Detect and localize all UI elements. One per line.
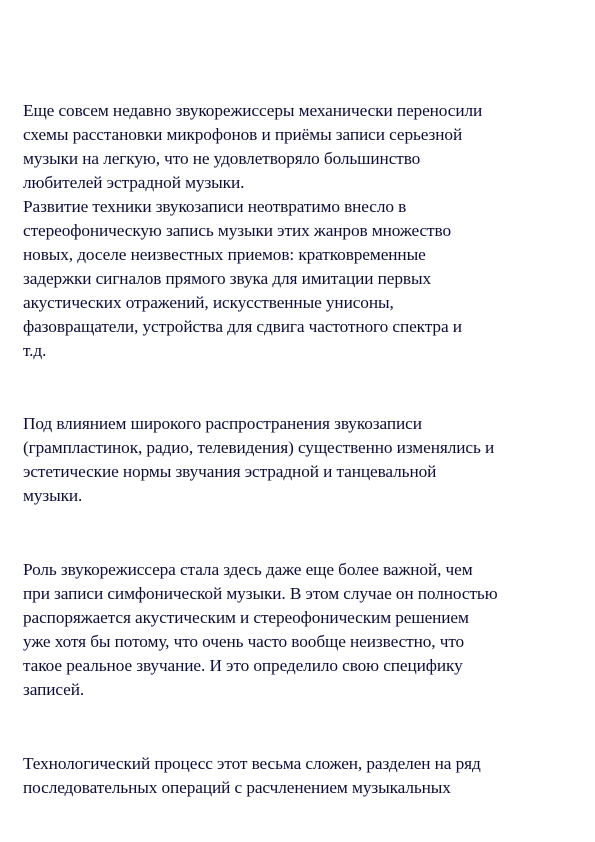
text-line: Технологический процесс этот весьма сложен, разделен на ряд <box>23 754 481 773</box>
text-line: последовательных операций с расчленением музыкальных <box>23 778 451 797</box>
text-line: записей. <box>23 680 85 699</box>
paragraph-3 <box>23 558 595 702</box>
text-line: стереофоническую запись музыки этих жанров множество <box>23 221 451 240</box>
text-line: акустических отражений, искусственные унисоны, <box>23 293 394 312</box>
text-line: фазовращатели, устройства для сдвига частотного спектра и <box>23 317 462 336</box>
text-line: любителей эстрадной музыки. <box>23 173 245 192</box>
paragraph-4 <box>23 752 595 800</box>
text-line: такое реальное звучание. И это определило свою специфику <box>23 656 463 675</box>
text-line: Развитие техники звукозаписи неотвратимо внесло в <box>23 197 407 216</box>
text-line: схемы расстановки микрофонов и приёмы записи серьезной <box>23 125 463 144</box>
text-line: т.д. <box>23 341 47 360</box>
text-line: Роль звукорежиссера стала здесь даже еще более важной, чем <box>23 560 473 579</box>
text-line: при записи симфонической музыки. В этом случае он полностью <box>23 584 498 603</box>
text-line: (грампластинок, радио, телевидения) существенно изменялись и <box>23 438 495 457</box>
paragraph-1 <box>23 99 595 363</box>
text-line: новых, доселе неизвестных приемов: кратковременные <box>23 245 426 264</box>
text-line: уже хотя бы потому, что очень часто вообще неизвестно, что <box>23 632 465 651</box>
text-line: музыки на легкую, что не удовлетворяло большинство <box>23 149 421 168</box>
text-line: эстетические нормы звучания эстрадной и танцевальной <box>23 462 437 481</box>
text-line: Еще совсем недавно звукорежиссеры механически переносили <box>23 101 483 120</box>
paragraph-2 <box>23 412 595 508</box>
text-line: распоряжается акустическим и стереофоническим решением <box>23 608 469 627</box>
text-line: музыки. <box>23 486 83 505</box>
text-line: Под влиянием широкого распространения звукозаписи <box>23 414 422 433</box>
text-line: задержки сигналов прямого звука для имитации первых <box>23 269 432 288</box>
